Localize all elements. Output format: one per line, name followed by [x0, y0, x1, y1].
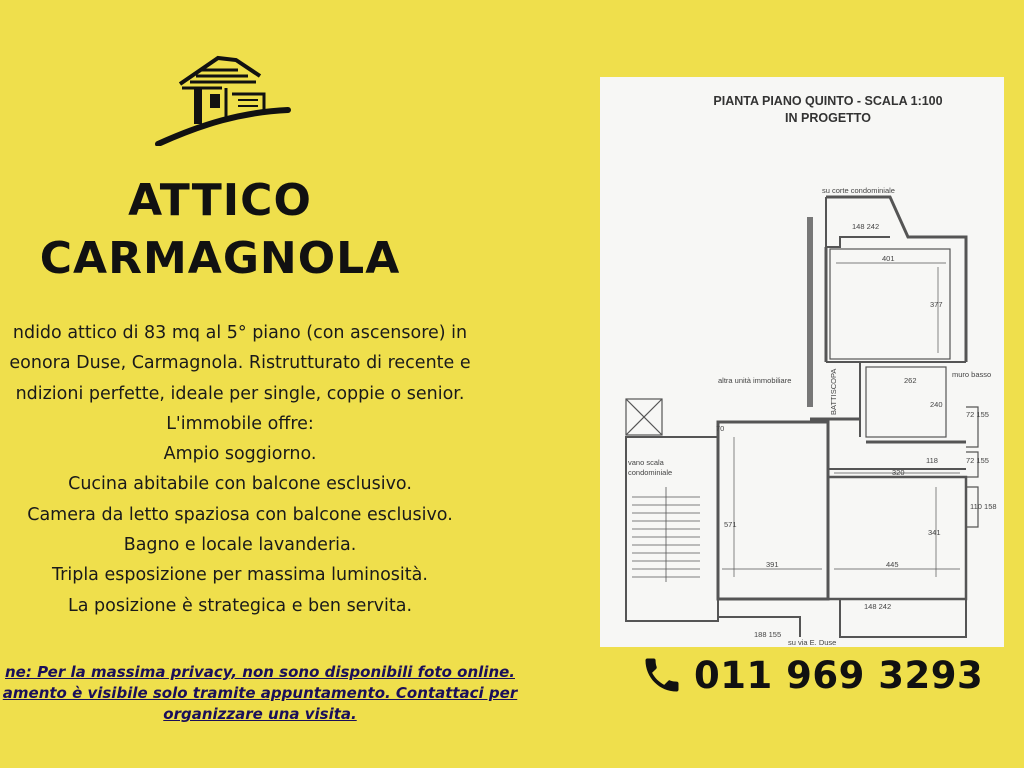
plan-label: vano scala — [628, 458, 664, 467]
title-line-1: ATTICO — [128, 175, 312, 226]
description-line: eonora Duse, Carmagnola. Ristrutturato di recente e — [9, 353, 471, 374]
listing-title — [0, 172, 440, 288]
plan-label: muro basso — [952, 370, 992, 379]
phone-number[interactable]: 011 969 3293 — [694, 653, 984, 697]
plan-dimension: 320 — [892, 468, 905, 477]
listing-description — [0, 318, 520, 621]
floor-plan-image — [600, 77, 1004, 647]
description-line: Ampio soggiorno. — [163, 444, 317, 465]
plan-dimension: 401 — [882, 254, 895, 263]
plan-dimension: 445 — [886, 560, 899, 569]
house-logo-icon — [152, 54, 292, 146]
plan-dimension: 341 — [928, 528, 941, 537]
description-line: Bagno e locale lavanderia. — [123, 535, 357, 556]
description-line: ndizioni perfette, ideale per single, coppie o senior. — [15, 383, 465, 404]
plan-subheading: IN PROGETTO — [785, 111, 871, 125]
plan-dimension: 72 155 — [966, 456, 989, 465]
plan-dimension: 571 — [724, 520, 737, 529]
plan-dimension: 72 155 — [966, 410, 989, 419]
plan-label: altra unità immobiliare — [718, 376, 792, 385]
description-line: Cucina abitabile con balcone esclusivo. — [68, 474, 412, 495]
plan-dimension: 148 242 — [852, 222, 880, 231]
plan-label: su via E. Duse — [788, 638, 837, 647]
plan-dimension: 188 155 — [754, 630, 782, 639]
description-line: L'immobile offre: — [166, 413, 314, 434]
plan-dimension: 110 158 — [970, 502, 997, 511]
plan-dimension: 148 242 — [864, 602, 892, 611]
notice-line: ne: Per la massima privacy, non sono disponibili foto online. — [5, 663, 515, 681]
description-line: Camera da letto spaziosa con balcone esclusivo. — [27, 504, 453, 525]
plan-label: su corte condominiale — [822, 186, 895, 195]
notice-line: organizzare una visita. — [163, 705, 357, 723]
plan-label: BATTISCOPA — [829, 368, 838, 415]
notice-line: amento è visibile solo tramite appuntamento. Contattaci per — [2, 684, 518, 702]
contact-phone[interactable] — [640, 650, 983, 700]
title-line-2: CARMAGNOLA — [39, 233, 401, 284]
plan-dimension: 70 — [716, 424, 725, 433]
description-line: La posizione è strategica e ben servita. — [67, 595, 413, 616]
privacy-notice — [0, 662, 640, 725]
plan-dimension: 391 — [766, 560, 779, 569]
description-line: ndido attico di 83 mq al 5° piano (con ascensore) in — [12, 323, 468, 343]
plan-dimension: 118 — [926, 456, 938, 465]
phone-icon — [640, 653, 684, 697]
plan-dimension: 240 — [930, 400, 943, 409]
plan-dimension: 262 — [904, 376, 917, 385]
plan-label: condominiale — [628, 468, 673, 477]
plan-heading: PIANTA PIANO QUINTO - SCALA 1:100 — [713, 94, 943, 108]
plan-dimension: 377 — [930, 300, 943, 309]
description-line: Tripla esposizione per massima luminosità. — [52, 565, 428, 586]
